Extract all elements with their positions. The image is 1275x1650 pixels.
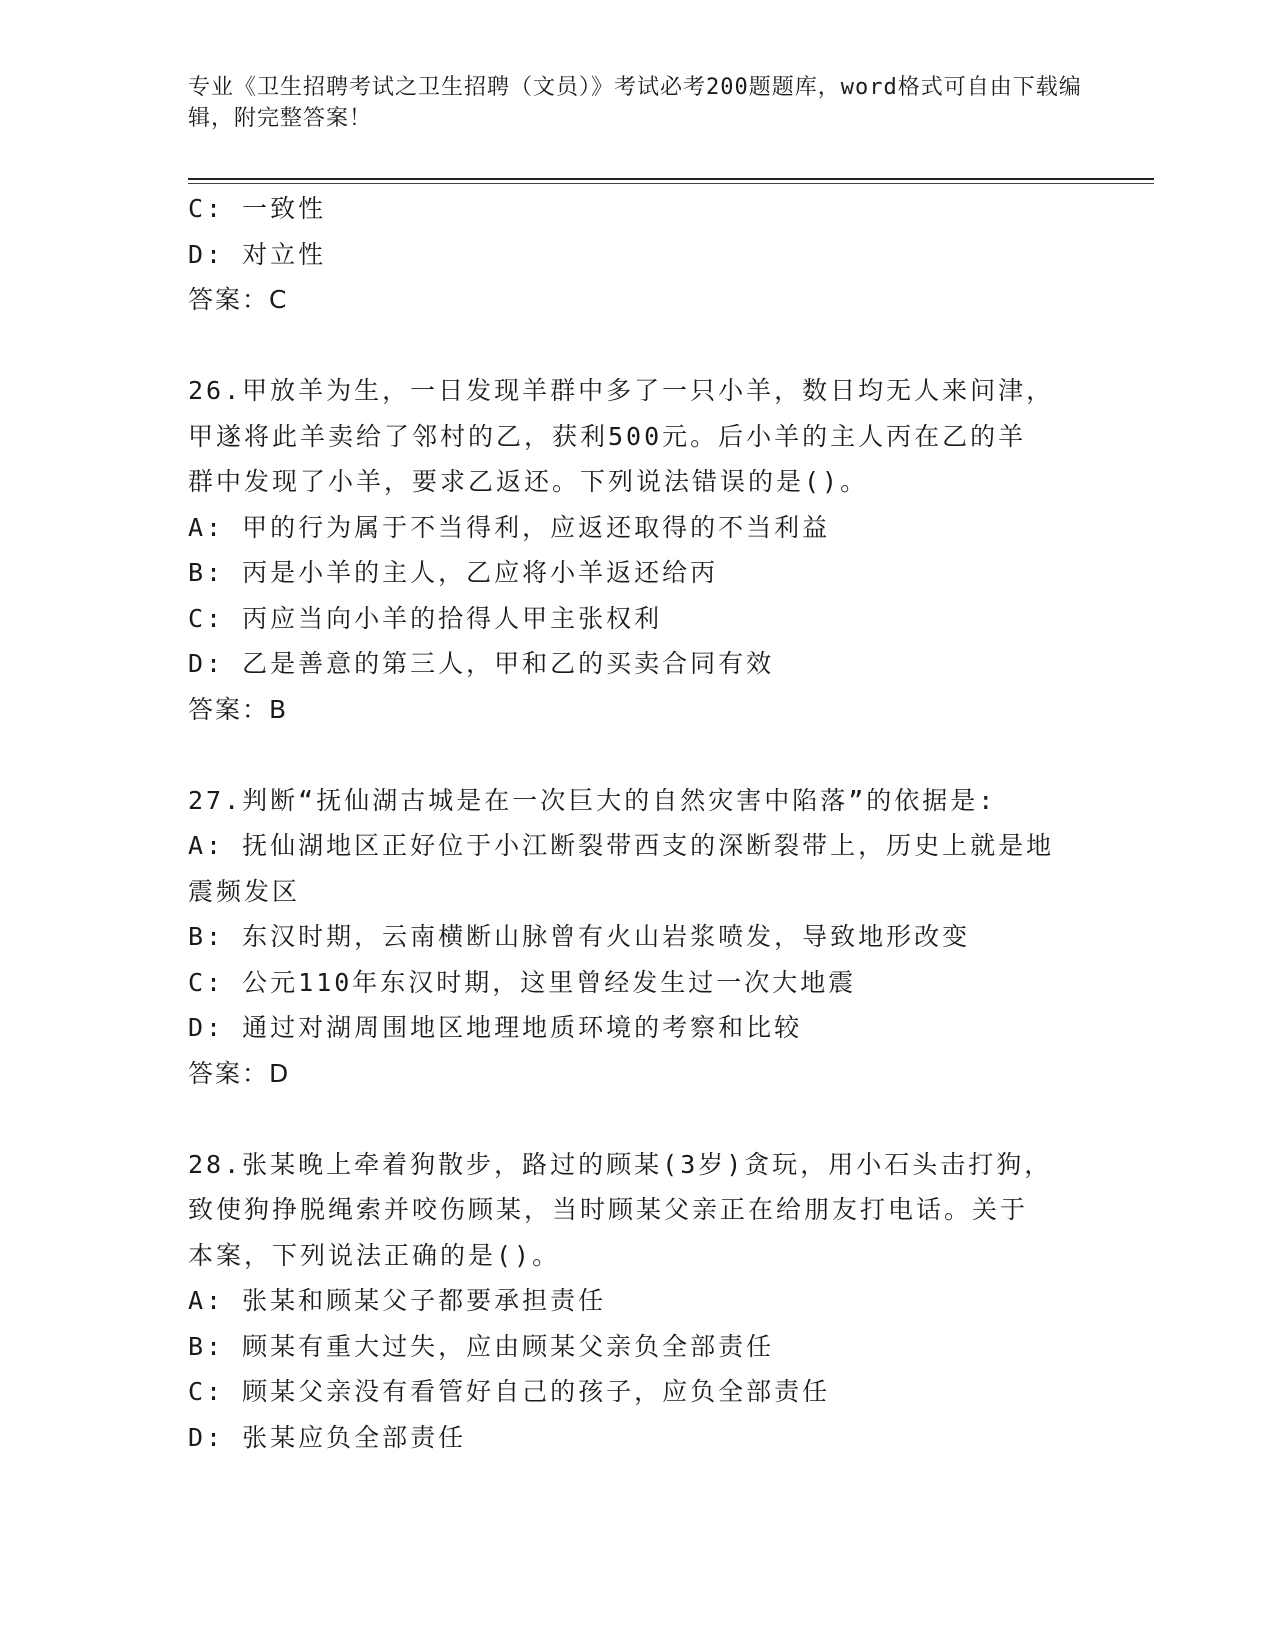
q26-option-b: B: 丙是小羊的主人，乙应将小羊返还给丙 — [188, 558, 719, 587]
q28-stem-line: 28.张某晚上牵着狗散步，路过的顾某(3岁)贪玩，用小石头击打狗， — [188, 1149, 1053, 1179]
q28-option-c: C: 顾某父亲没有看管好自己的孩子，应负全部责任 — [188, 1377, 831, 1406]
q27-option-c: C: 公元110年东汉时期，这里曾经发生过一次大地震 — [188, 967, 857, 997]
q26-stem-line: 甲遂将此羊卖给了邻村的乙，获利500元。后小羊的主人丙在乙的羊 — [188, 421, 1027, 451]
q27-answer: 答案：D — [188, 1058, 291, 1088]
q25-answer: 答案：C — [188, 285, 289, 314]
header-divider-thin — [188, 183, 1154, 184]
q28-stem-line: 本案，下列说法正确的是()。 — [188, 1240, 561, 1270]
question-27 — [188, 778, 1088, 1097]
question-28 — [188, 1142, 1088, 1461]
q26-option-c: C: 丙应当向小羊的拾得人甲主张权利 — [188, 603, 663, 633]
q26-option-a: A: 甲的行为属于不当得利，应返还取得的不当利益 — [188, 512, 831, 542]
spacer — [188, 732, 1088, 778]
q26-stem-line: 群中发现了小羊，要求乙返还。下列说法错误的是()。 — [188, 467, 869, 496]
q28-option-b: B: 顾某有重大过失，应由顾某父亲负全部责任 — [188, 1331, 775, 1361]
q27-option-b: B: 东汉时期，云南横断山脉曾有火山岩浆喷发，导致地形改变 — [188, 922, 971, 951]
question-26 — [188, 368, 1088, 732]
q27-stem-line: 27.判断“抚仙湖古城是在一次巨大的自然灾害中陷落”的依据是: — [188, 785, 997, 815]
spacer — [188, 1096, 1088, 1142]
q27-option-d: D: 通过对湖周围地区地理地质环境的考察和比较 — [188, 1013, 803, 1042]
q28-option-a: A: 张某和顾某父子都要承担责任 — [188, 1286, 607, 1315]
q28-option-d: D: 张某应负全部责任 — [188, 1422, 467, 1452]
document-body — [188, 186, 1088, 1460]
header-title: 专业《卫生招聘考试之卫生招聘（文员）》考试必考200题题库，word格式可自由下载编辑，附完整答案！ — [188, 75, 1082, 131]
header-divider — [188, 178, 1154, 180]
spacer — [188, 323, 1088, 369]
q28-stem-line: 致使狗挣脱绳索并咬伤顾某，当时顾某父亲正在给朋友打电话。关于 — [188, 1195, 1029, 1224]
q25-option-c: C: 一致性 — [188, 194, 327, 223]
q26-answer: 答案：B — [188, 694, 289, 724]
document-header — [188, 72, 1088, 134]
q26-stem-line: 26.甲放羊为生，一日发现羊群中多了一只小羊，数日均无人来问津， — [188, 376, 1055, 405]
q26-option-d: D: 乙是善意的第三人，甲和乙的买卖合同有效 — [188, 649, 775, 678]
question-25-tail — [188, 186, 1088, 323]
q27-option-a: A: 抚仙湖地区正好位于小江断裂带西支的深断裂带上，历史上就是地 — [188, 831, 1055, 860]
q27-option-a-cont: 震频发区 — [188, 876, 301, 906]
q25-option-d: D: 对立性 — [188, 239, 327, 269]
